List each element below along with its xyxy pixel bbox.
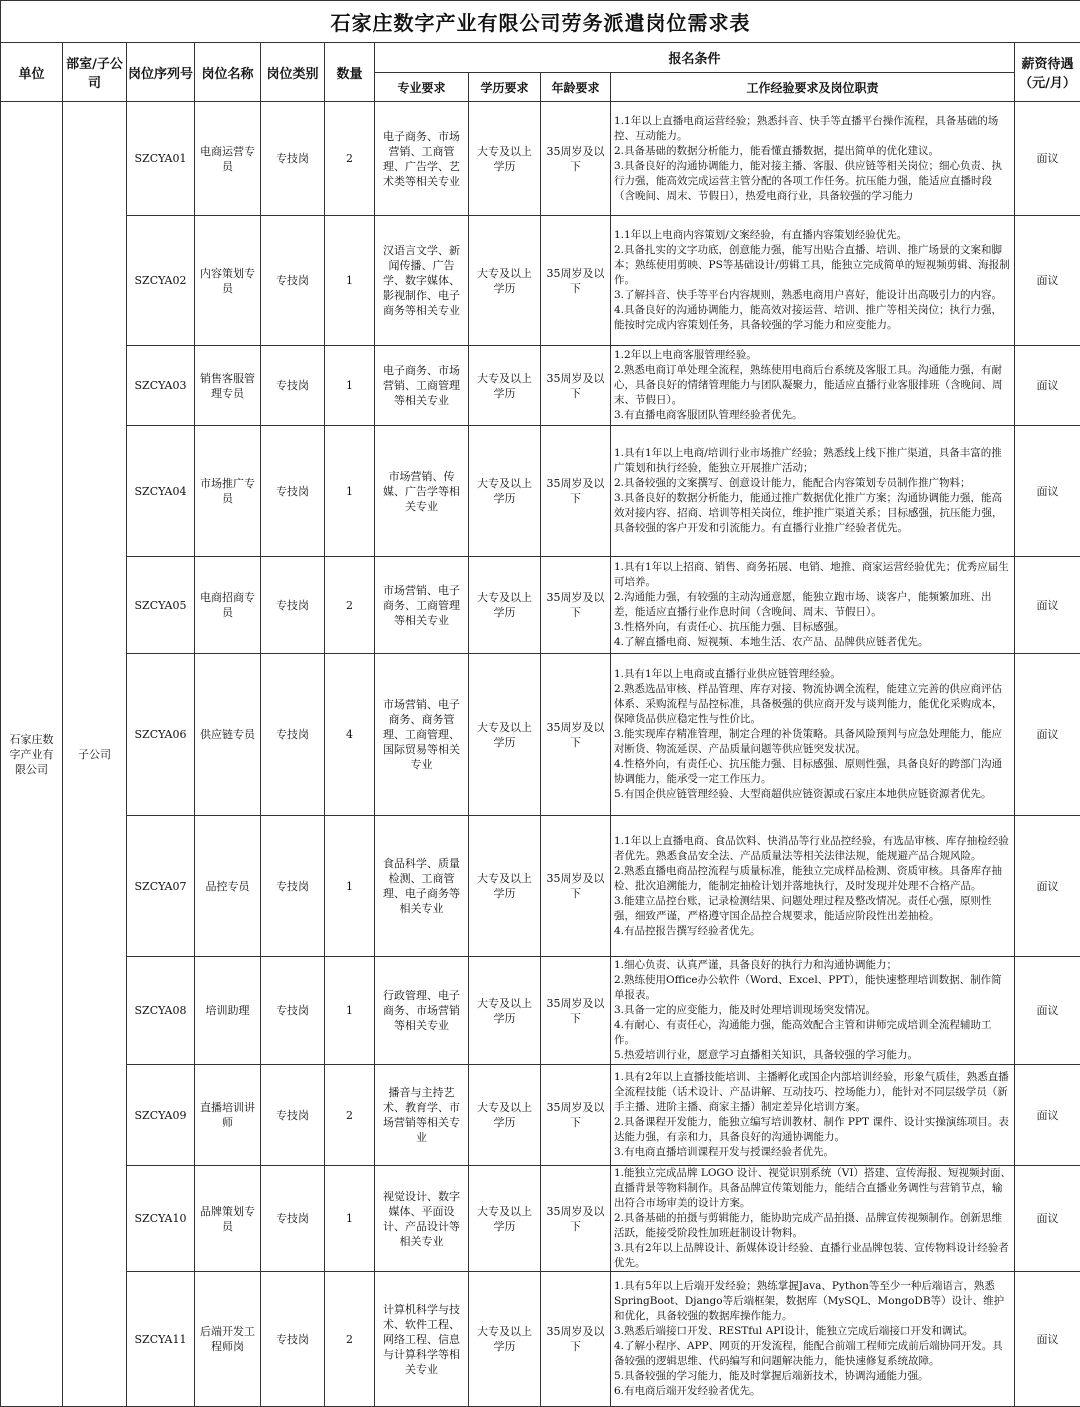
- duty-line: 1.2年以上电商客服管理经验。: [614, 348, 1011, 363]
- position-code: SZCYA01: [127, 102, 195, 216]
- duty-line: 3.具备良好的数据分析能力，能通过推广数据优化推广方案；沟通协调能力强，能高效对接内容、招商、培训等相关岗位，维护推广渠道关系；目标感强，抗压能力强，具备较强的客户开发和引流能力。有直播行业推广经验者优先。: [614, 491, 1011, 536]
- salary-cell: 面议: [1015, 1166, 1080, 1272]
- duty-line: 1.具有1年以上电商或直播行业供应链管理经验。: [614, 667, 1011, 682]
- education-requirement: 大专及以上学历: [469, 102, 541, 216]
- major-requirement: 电子商务、市场营销、工商管理、广告学、艺术类等相关专业: [375, 102, 469, 216]
- duty-line: 1.细心负责、认真严谨，具备良好的执行力和沟通协调能力；: [614, 958, 1011, 973]
- dept-cell: 子公司: [63, 102, 127, 1407]
- table-row: [1, 816, 1080, 957]
- salary-cell: 面议: [1015, 957, 1080, 1065]
- salary-cell: 面议: [1015, 654, 1080, 816]
- age-requirement: 35周岁及以下: [541, 1065, 611, 1166]
- education-requirement: 大专及以上学历: [469, 1166, 541, 1272]
- duty-line: 2.熟悉选品审核、样品管理、库存对接、物流协调全流程，能建立完善的供应商评估体系、采购流程与品控标准，具备极强的供应商开发与谈判能力，能优化采购成本，保障货品供应稳定性与性价比。: [614, 682, 1011, 727]
- duty-cell: [611, 102, 1015, 216]
- duty-line: 3.具有2年以上品牌设计、新媒体设计经验、直播行业品牌包装、宣传物料设计经验者优先。: [614, 1241, 1011, 1271]
- major-requirement: 食品科学、质量检测、工商管理、电子商务等相关专业: [375, 816, 469, 957]
- position-count: 1: [325, 346, 375, 426]
- position-code: SZCYA11: [127, 1272, 195, 1407]
- major-requirement: 市场营销、传媒、广告学等相关专业: [375, 426, 469, 557]
- position-count: 2: [325, 102, 375, 216]
- duty-line: 4.有耐心、有责任心，沟通能力强，能高效配合主管和讲师完成培训全流程辅助工作。: [614, 1018, 1011, 1048]
- position-count: 1: [325, 957, 375, 1065]
- position-code: SZCYA03: [127, 346, 195, 426]
- duty-line: 5.有国企供应链管理经验、大型商超供应链资源或石家庄本地供应链资源者优先。: [614, 787, 1011, 802]
- position-type: 专技岗: [261, 1166, 325, 1272]
- position-type: 专技岗: [261, 1272, 325, 1407]
- duty-line: 4.具备良好的沟通协调能力，能高效对接运营、培训、推广等相关岗位；执行力强，能按时完成内容策划任务，具备较强的学习能力和应变能力。: [614, 303, 1011, 333]
- header-major: 专业要求: [375, 73, 469, 102]
- position-name: 品控专员: [195, 816, 261, 957]
- position-type: 专技岗: [261, 216, 325, 346]
- table-row: [1, 957, 1080, 1065]
- duty-cell: [611, 426, 1015, 557]
- duty-cell: [611, 1065, 1015, 1166]
- duty-line: 3.有电商直播培训课程开发与授课经验者优先。: [614, 1145, 1011, 1160]
- position-name: 培训助理: [195, 957, 261, 1065]
- position-code: SZCYA02: [127, 216, 195, 346]
- education-requirement: 大专及以上学历: [469, 426, 541, 557]
- major-requirement: 计算机科学与技术、软件工程、网络工程、信息与计算科学等相关专业: [375, 1272, 469, 1407]
- age-requirement: 35周岁及以下: [541, 1272, 611, 1407]
- duty-line: 2.沟通能力强，有较强的主动沟通意愿，能独立跑市场、谈客户，能频繁加班、出差，能适应直播行业作息时间（含晚间、周末、节假日）。: [614, 590, 1011, 620]
- position-count: 2: [325, 1272, 375, 1407]
- position-name: 销售客服管理专员: [195, 346, 261, 426]
- position-code: SZCYA07: [127, 816, 195, 957]
- education-requirement: 大专及以上学历: [469, 1272, 541, 1407]
- duty-line: 1.1年以上直播电商、食品饮料、快消品等行业品控经验，有选品审核、库存抽检经验者优先。熟悉食品安全法、产品质量法等相关法律法规，能规避产品合规风险。: [614, 834, 1011, 864]
- salary-cell: 面议: [1015, 1065, 1080, 1166]
- salary-cell: 面议: [1015, 102, 1080, 216]
- position-name: 市场推广专员: [195, 426, 261, 557]
- major-requirement: 汉语言文学、新闻传播、广告学、数字媒体、影视制作、电子商务等相关专业: [375, 216, 469, 346]
- position-name: 内容策划专员: [195, 216, 261, 346]
- duty-line: 1.具有1年以上招商、销售、商务拓展、电销、地推、商家运营经验优先；优秀应届生可培养。: [614, 560, 1011, 590]
- salary-cell: 面议: [1015, 216, 1080, 346]
- position-type: 专技岗: [261, 816, 325, 957]
- position-code: SZCYA08: [127, 957, 195, 1065]
- salary-cell: 面议: [1015, 346, 1080, 426]
- duty-line: 3.性格外向，有责任心、抗压能力强、目标感强。: [614, 620, 1011, 635]
- duty-line: 1.具有1年以上电商/培训行业市场推广经验；熟悉线上线下推广渠道，具备丰富的推广策划和执行经验，能独立开展推广活动；: [614, 446, 1011, 476]
- salary-cell: 面议: [1015, 816, 1080, 957]
- position-type: 专技岗: [261, 346, 325, 426]
- position-type: 专技岗: [261, 1065, 325, 1166]
- age-requirement: 35周岁及以下: [541, 1166, 611, 1272]
- duty-line: 1.能独立完成品牌 LOGO 设计、视觉识别系统（VI）搭建、宣传海报、短视频封面、直播背景等物料制作。具备品牌宣传策划能力，能结合直播业务调性与营销节点，输出符合市场审美的设计方案。: [614, 1166, 1011, 1211]
- duty-line: 3.具备良好的沟通协调能力，能对接主播、客服、供应链等相关岗位；细心负责、执行力强，能高效完成运营主管分配的各项工作任务。抗压能力强，能适应直播时段（含晚间、周末、节假日），热爱电商行业，具备较强的学习能力: [614, 159, 1011, 204]
- position-name: 后端开发工程师岗: [195, 1272, 261, 1407]
- position-type: 专技岗: [261, 654, 325, 816]
- duty-cell: [611, 816, 1015, 957]
- position-type: 专技岗: [261, 957, 325, 1065]
- duty-cell: [611, 1272, 1015, 1407]
- position-name: 直播培训讲师: [195, 1065, 261, 1166]
- header-unit: 单位: [1, 43, 63, 102]
- duty-line: 1.1年以上电商内容策划/文案经验，有直播内容策划经验优先。: [614, 228, 1011, 243]
- education-requirement: 大专及以上学历: [469, 957, 541, 1065]
- header-duty: 工作经验要求及岗位职责: [611, 73, 1015, 102]
- duty-cell: [611, 216, 1015, 346]
- header-salary: 薪资待遇（元/月）: [1015, 43, 1080, 102]
- duty-line: 1.具有5年以上后端开发经验；熟练掌握Java、Python等至少一种后端语言，熟悉SpringBoot、Django等后端框架，数据库（MySQL、MongoDB等）设计、维护和优化，具备较强的数据库操作能力。: [614, 1279, 1011, 1324]
- position-count: 1: [325, 426, 375, 557]
- table-row: [1, 216, 1080, 346]
- education-requirement: 大专及以上学历: [469, 816, 541, 957]
- table-row: [1, 102, 1080, 216]
- duty-cell: [611, 654, 1015, 816]
- position-count: 4: [325, 654, 375, 816]
- table-row: [1, 557, 1080, 654]
- position-code: SZCYA09: [127, 1065, 195, 1166]
- position-name: 电商运营专员: [195, 102, 261, 216]
- duty-line: 3.熟悉后端接口开发、RESTful API设计，能独立完成后端接口开发和调试。: [614, 1324, 1011, 1339]
- major-requirement: 市场营销、电子商务、工商管理等相关专业: [375, 557, 469, 654]
- position-count: 1: [325, 816, 375, 957]
- duty-line: 5.具备较强的学习能力，能及时掌握后端新技术，协调沟通能力强。: [614, 1369, 1011, 1384]
- position-code: SZCYA06: [127, 654, 195, 816]
- duty-line: 2.熟悉直播电商品控流程与质量标准，能独立完成样品检测、资质审核。具备库存抽检、批次追溯能力，能制定抽检计划并落地执行，及时发现并处理不合格产品。: [614, 864, 1011, 894]
- duty-line: 2.熟悉电商订单处理全流程，熟练使用电商后台系统及客服工具。沟通能力强，有耐心，具备良好的情绪管理能力与团队凝聚力，能适应直播行业客服排班（含晚间、周末、节假日）。: [614, 363, 1011, 408]
- salary-cell: 面议: [1015, 557, 1080, 654]
- duty-line: 3.有直播电商客服团队管理经验者优先。: [614, 408, 1011, 423]
- position-code: SZCYA10: [127, 1166, 195, 1272]
- duty-line: 4.了解小程序、APP、网页的开发流程，能配合前端工程师完成前后端协同开发。具备较强的逻辑思维、代码编写和问题解决能力，能快速修复系统故障。: [614, 1339, 1011, 1369]
- position-type: 专技岗: [261, 426, 325, 557]
- duty-line: 3.具备一定的应变能力，能及时处理培训现场突发情况。: [614, 1003, 1011, 1018]
- duty-line: 5.热爱培训行业，愿意学习直播相关知识，具备较强的学习能力。: [614, 1048, 1011, 1063]
- age-requirement: 35周岁及以下: [541, 816, 611, 957]
- duty-line: 1.具有2年以上直播技能培训、主播孵化或国企内部培训经验，形象气质佳，熟悉直播全流程技能（话术设计、产品讲解、互动技巧、控场能力），能针对不同层级学员（新手主播、进阶主播、商家主播）制定差异化培训方案。: [614, 1070, 1011, 1115]
- position-name: 品牌策划专员: [195, 1166, 261, 1272]
- header-dept: 部室/子公司: [63, 43, 127, 102]
- duty-line: 3.能建立品控台账，记录检测结果、问题处理过程及整改情况。责任心强，原则性强，细致严谨，严格遵守国企品控合规要求，能适应阶段性出差抽检。: [614, 894, 1011, 924]
- major-requirement: 电子商务、市场营销、工商管理等相关专业: [375, 346, 469, 426]
- position-code: SZCYA05: [127, 557, 195, 654]
- header-code: 岗位序列号: [127, 43, 195, 102]
- education-requirement: 大专及以上学历: [469, 1065, 541, 1166]
- duty-line: 3.了解抖音、快手等平台内容规则，熟悉电商用户喜好，能设计出高吸引力的内容。: [614, 288, 1011, 303]
- header-conditions: 报名条件: [375, 43, 1015, 73]
- education-requirement: 大专及以上学历: [469, 654, 541, 816]
- education-requirement: 大专及以上学历: [469, 557, 541, 654]
- position-code: SZCYA04: [127, 426, 195, 557]
- duty-cell: [611, 346, 1015, 426]
- major-requirement: 视觉设计、数字媒体、平面设计、产品设计等相关专业: [375, 1166, 469, 1272]
- position-count: 1: [325, 1166, 375, 1272]
- duty-line: 3.能实现库存精准管理，制定合理的补货策略。具备风险预判与应急处理能力，能应对断货、物流延误、产品质量问题等供应链突发状况。: [614, 727, 1011, 757]
- age-requirement: 35周岁及以下: [541, 557, 611, 654]
- duty-line: 2.具备课程开发能力，能独立编写培训教材、制作 PPT 课件、设计实操演练项目。表达能力强，有亲和力，具备良好的沟通协调能力。: [614, 1115, 1011, 1145]
- position-count: 2: [325, 557, 375, 654]
- education-requirement: 大专及以上学历: [469, 346, 541, 426]
- header-edu: 学历要求: [469, 73, 541, 102]
- duty-line: 1.1年以上直播电商运营经验；熟悉抖音、快手等直播平台操作流程，具备基础的场控、互动能力。: [614, 114, 1011, 144]
- table-row: [1, 1065, 1080, 1166]
- duty-line: 2.具备较强的文案撰写、创意设计能力，能配合内容策划专员制作推广物料；: [614, 476, 1011, 491]
- header-type: 岗位类别: [261, 43, 325, 102]
- duty-line: 2.具备基础的数据分析能力，能看懂直播数据，提出简单的优化建议。: [614, 144, 1011, 159]
- salary-cell: 面议: [1015, 1272, 1080, 1407]
- age-requirement: 35周岁及以下: [541, 654, 611, 816]
- duty-line: 4.性格外向，有责任心、抗压能力强、目标感强、原则性强，具备良好的跨部门沟通协调能力，能承受一定工作压力。: [614, 757, 1011, 787]
- salary-cell: 面议: [1015, 426, 1080, 557]
- table-row: [1, 346, 1080, 426]
- table-row: [1, 1166, 1080, 1272]
- age-requirement: 35周岁及以下: [541, 216, 611, 346]
- duty-cell: [611, 557, 1015, 654]
- table-row: [1, 1272, 1080, 1407]
- header-name: 岗位名称: [195, 43, 261, 102]
- duty-line: 2.具备基础的拍摄与剪辑能力，能协助完成产品拍摄、品牌宣传视频制作。创新思维活跃，能接受阶段性加班赶制设计物料。: [614, 1211, 1011, 1241]
- age-requirement: 35周岁及以下: [541, 426, 611, 557]
- duty-cell: [611, 957, 1015, 1065]
- age-requirement: 35周岁及以下: [541, 957, 611, 1065]
- major-requirement: 市场营销、电子商务、商务管理、工商管理、国际贸易等相关专业: [375, 654, 469, 816]
- duty-line: 2.具备扎实的文字功底，创意能力强，能写出贴合直播、培训、推广场景的文案和脚本；熟练使用剪映、PS等基础设计/剪辑工具，能独立完成简单的短视频剪辑、海报制作。: [614, 243, 1011, 288]
- position-name: 供应链专员: [195, 654, 261, 816]
- position-type: 专技岗: [261, 102, 325, 216]
- duty-line: 4.了解直播电商、短视频、本地生活、农产品、品牌供应链者优先。: [614, 635, 1011, 650]
- position-type: 专技岗: [261, 557, 325, 654]
- header-count: 数量: [325, 43, 375, 102]
- unit-cell: 石家庄数字产业有限公司: [1, 102, 63, 1407]
- duty-line: 2.熟练使用Office办公软件（Word、Excel、PPT），能快速整理培训数据、制作简单报表。: [614, 973, 1011, 1003]
- major-requirement: 行政管理、电子商务、市场营销等相关专业: [375, 957, 469, 1065]
- position-name: 电商招商专员: [195, 557, 261, 654]
- education-requirement: 大专及以上学历: [469, 216, 541, 346]
- position-count: 2: [325, 1065, 375, 1166]
- duty-line: 4.有品控报告撰写经验者优先。: [614, 924, 1011, 939]
- table-row: [1, 426, 1080, 557]
- table-row: [1, 654, 1080, 816]
- duty-cell: [611, 1166, 1015, 1272]
- table-title: 石家庄数字产业有限公司劳务派遣岗位需求表: [1, 1, 1080, 43]
- major-requirement: 播音与主持艺术、教育学、市场营销等相关专业: [375, 1065, 469, 1166]
- age-requirement: 35周岁及以下: [541, 346, 611, 426]
- position-count: 1: [325, 216, 375, 346]
- age-requirement: 35周岁及以下: [541, 102, 611, 216]
- duty-line: 6.有电商后端开发经验者优先。: [614, 1384, 1011, 1399]
- header-age: 年龄要求: [541, 73, 611, 102]
